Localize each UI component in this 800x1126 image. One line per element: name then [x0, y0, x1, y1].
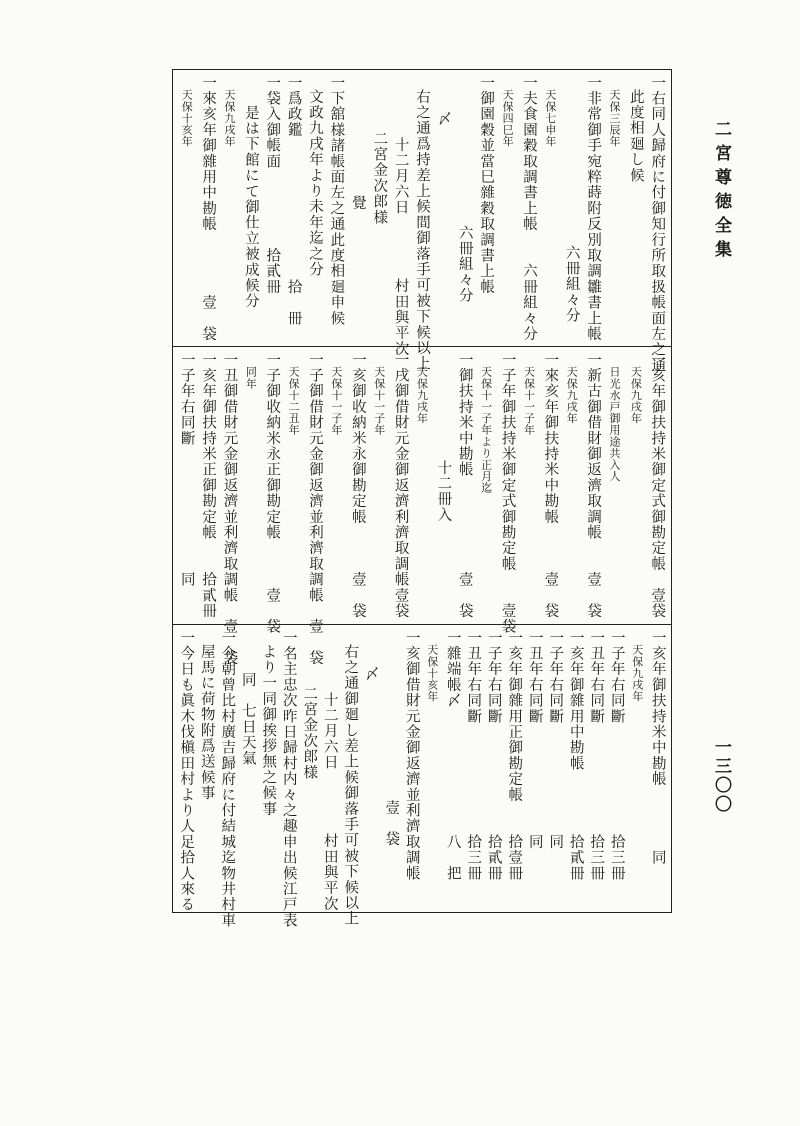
text-column: 覺	[349, 195, 366, 211]
text-column: 一子年御扶持米御定式御勘定帳 壹袋	[499, 352, 516, 635]
text-column: 一御扶持米中勘帳 壹 袋	[456, 352, 473, 619]
text-column: 天保十一子年より正月迄	[479, 366, 493, 494]
page-number: 一三〇〇	[711, 738, 731, 814]
text-column: 天保十一子年	[372, 366, 386, 436]
text-column: 一今日も眞木伐槇田村より人足拾人來る	[178, 630, 195, 913]
text-column: 天保九戌年	[630, 644, 644, 702]
frame-bottom-rule	[172, 912, 672, 913]
text-column: 一子年右同斷 同	[547, 630, 564, 850]
text-column: 一亥御收納米永御勘定帳 壹 袋	[349, 352, 366, 619]
text-column: 一今朝曾比村廣吉歸府に付結城迄物井村車	[219, 630, 236, 929]
text-column: 一丑年右同斷 同	[526, 630, 543, 850]
text-column: 二宮金次郎様	[301, 686, 318, 781]
text-column: 天保三辰年	[608, 89, 622, 147]
lower-section	[176, 630, 668, 929]
text-column: 天保九戌年	[415, 366, 429, 424]
text-column: 一名主忠次昨日歸村内々之趣申出候江戸表	[280, 630, 297, 929]
text-column: 一御園穀並當巳雜穀取調書上帳	[478, 75, 495, 295]
text-column: 天保十一子年	[522, 366, 536, 436]
text-column: 一亥年御雜用正御勘定帳 拾壹冊	[506, 630, 523, 882]
text-column: 一丑年右同斷 拾三冊	[588, 630, 605, 882]
text-column: 右之通御廻し差上候御落手可被下候以上	[342, 644, 359, 927]
text-column: 屋馬に荷物附爲送候事	[198, 644, 215, 801]
frame-top-rule	[172, 69, 672, 70]
text-column: 同年	[244, 366, 258, 390]
text-column: 天保十二丑年	[287, 366, 301, 436]
text-column: 一爲政鑑 拾 冊	[285, 75, 302, 327]
text-column: 此度相廻し候	[627, 89, 644, 184]
text-column: より一同御挨拶無之候事	[260, 644, 277, 817]
text-column: 文政九戌年より未年迄之分	[307, 89, 324, 278]
text-column: 二宮金次郎様	[371, 131, 388, 226]
text-column: 一子御收納米永正御勘定帳 壹 袋	[264, 352, 281, 635]
text-column: 天保九戌年	[222, 89, 236, 147]
text-column: 一右同人歸府に付御知行所取扱帳面左之通	[649, 75, 666, 374]
text-column: 同 七日天氣	[239, 672, 256, 767]
text-column: 十二月六日 村田與平次	[321, 692, 338, 912]
text-column: 一來亥年御雜用中勘帳 壹 袋	[200, 75, 217, 342]
text-column: 天保十亥年	[425, 644, 439, 702]
text-column: 一丑年右同斷 拾三冊	[465, 630, 482, 882]
upper-section	[176, 75, 668, 374]
text-column: 十二月六日 村田與平次	[392, 137, 409, 357]
text-column: 一子御借財元金御返濟並利濟取調帳 壹 袋	[307, 352, 324, 666]
text-column: 〆	[362, 666, 379, 682]
text-column: 天保七申年	[543, 89, 557, 147]
text-column: 日光水戸御用途共入人	[608, 366, 622, 482]
text-column: 一新古御借財御返濟取調帳 壹 袋	[585, 352, 602, 619]
text-column: 一子年右同斷 拾貳冊	[485, 630, 502, 882]
text-column: 〆	[435, 111, 452, 127]
text-column: 天保十一子年	[329, 366, 343, 436]
text-column: 一亥年御扶持米御定式御勘定帳 壹袋	[649, 352, 666, 619]
text-column: 右之通爲持差上候間御落手可被下候以上	[414, 89, 430, 372]
text-column: 十二冊入	[435, 460, 452, 523]
middle-section	[176, 352, 668, 666]
text-column: 一子年右同斷 拾三冊	[608, 630, 625, 882]
text-column: 一亥年御扶持米中勘帳 同	[649, 630, 666, 866]
section-divider-2	[172, 624, 672, 625]
text-column: 六冊組々分	[563, 245, 580, 324]
text-column: 一亥年御雜用中勘帳 拾貳冊	[567, 630, 584, 882]
text-column: 壹 袋	[383, 800, 400, 848]
text-column: 一子年右同斷 同	[178, 352, 195, 588]
text-column: 一來亥年御扶持米中勘帳 壹 袋	[542, 352, 559, 619]
frame-right-rule	[671, 69, 672, 913]
text-column: 一袋入御帳面 拾貳冊	[264, 75, 281, 295]
book-title: 二宮尊徳全集	[711, 120, 731, 264]
text-column: 一雜端帳〆 八 把	[444, 630, 461, 882]
text-column: 天保十亥年	[180, 89, 194, 147]
text-column: 六冊組々分	[456, 225, 473, 304]
text-column: 天保九戌年	[565, 366, 579, 424]
text-column: 一亥御借財元金御返濟並利濟取調帳	[403, 630, 420, 882]
frame-left-rule	[172, 69, 173, 913]
text-column: 一亥年御扶持米正御勘定帳 拾貳冊	[200, 352, 217, 619]
text-column: 一夫食園穀取調書上帳 六冊組々分	[520, 75, 537, 342]
text-column: 一下舘様諸帳面左之通此度相廻申候	[328, 75, 345, 327]
text-column: 一丑御借財元金御返濟並利濟取調帳 壹 袋	[221, 352, 238, 666]
text-column: 是は下館にて御仕立被成候分	[242, 105, 259, 310]
text-column: 一戌御借財元金御返濟利濟取調帳壹袋	[392, 352, 409, 619]
text-column: 天保九戌年	[629, 366, 643, 424]
text-column: 一非常御手宛粹蒔附反別取調雛書上帳	[585, 75, 602, 342]
text-column: 天保四巳年	[501, 89, 515, 147]
